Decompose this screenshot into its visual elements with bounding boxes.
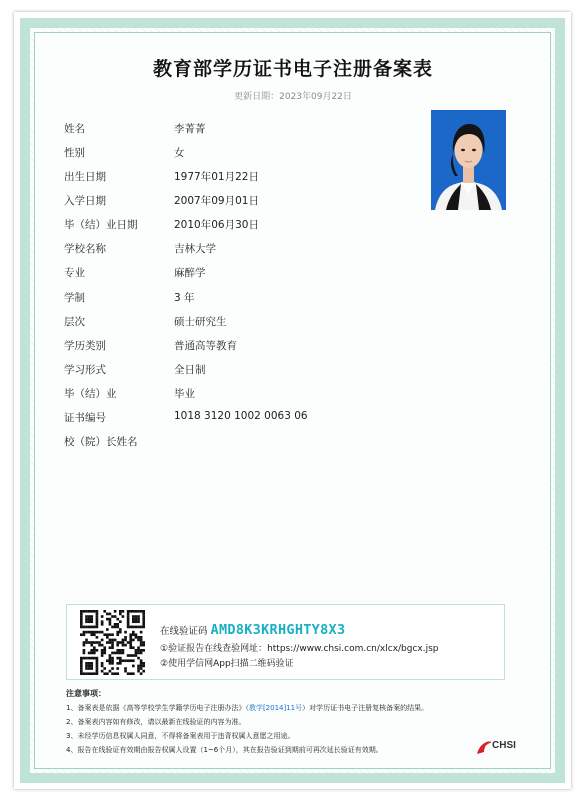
document-title: 教育部学历证书电子注册备案表: [152, 58, 433, 80]
verification-code-line: [160, 622, 345, 638]
field-label: 学历类别: [64, 340, 106, 352]
field-value: 2007年09月01日: [174, 195, 259, 207]
update-date-line: [0, 89, 586, 102]
field-value: 2010年06月30日: [174, 219, 259, 231]
verification-app-line: ②使用学信网App扫描二维码验证: [160, 659, 294, 669]
field-value: 全日制: [174, 364, 206, 376]
field-label: 姓名: [64, 123, 85, 135]
field-label: 性别: [64, 147, 85, 159]
field-value: 毕业: [174, 388, 195, 400]
field-label: 学制: [64, 292, 85, 304]
note-text: ）对学历证书电子注册复核备案的结果。: [302, 704, 429, 712]
regulation-link[interactable]: 教学[2014]11号: [248, 704, 303, 712]
field-value: 李菁菁: [174, 123, 206, 135]
qr-code[interactable]: [80, 610, 145, 675]
field-label: 入学日期: [64, 195, 106, 207]
update-label: 更新日期：: [234, 92, 280, 102]
field-value: 1018 3120 1002 0063 06: [174, 410, 308, 422]
update-date: 2023年09月22日: [279, 92, 352, 102]
field-label: 学习形式: [64, 364, 106, 376]
field-value: 1977年01月22日: [174, 171, 259, 183]
note-text: 1、备案表是依据《高等学校学生学籍学历电子注册办法》（: [66, 704, 249, 712]
field-label: 毕（结）业日期: [64, 219, 138, 231]
verification-code: AMD8K3KRHGHTY8X3: [210, 622, 346, 638]
note-item-1: [66, 703, 428, 713]
field-label: 证书编号: [64, 412, 106, 424]
field-value: 硕士研究生: [174, 316, 227, 328]
field-value: 3 年: [174, 292, 195, 304]
note-item-2: 2、备案表内容如有修改，请以最新在线验证的内容为准。: [66, 718, 246, 726]
field-label: 校（院）长姓名: [64, 436, 138, 448]
field-label: 出生日期: [64, 171, 106, 183]
portrait-image: [431, 110, 506, 210]
field-value: 麻醉学: [174, 267, 206, 279]
chsi-logo-text: CHSI: [492, 740, 516, 751]
field-label: 学校名称: [64, 243, 106, 255]
verification-code-label: 在线验证码: [160, 626, 208, 637]
verification-url-line: ①验证报告在线查验网址：https://www.chsi.com.cn/xlcx/bgcx.jsp: [160, 644, 439, 654]
field-value: 女: [174, 147, 185, 159]
note-item-4: 4、报告在线验证有效期由报告权属人设置（1~6个月），其在报告验证到期前可再次延长验证有效期。: [66, 746, 383, 754]
field-value: 普通高等教育: [174, 340, 237, 352]
student-photo: [431, 110, 506, 210]
notes-title: 注意事项：: [66, 689, 106, 698]
field-label: 专业: [64, 267, 85, 279]
field-label: 毕（结）业: [64, 388, 117, 400]
field-value: 吉林大学: [174, 243, 216, 255]
field-label: 层次: [64, 316, 85, 328]
note-item-3: 3、未经学历信息权属人同意，不得将备案表用于违背权属人意愿之用途。: [66, 732, 295, 740]
